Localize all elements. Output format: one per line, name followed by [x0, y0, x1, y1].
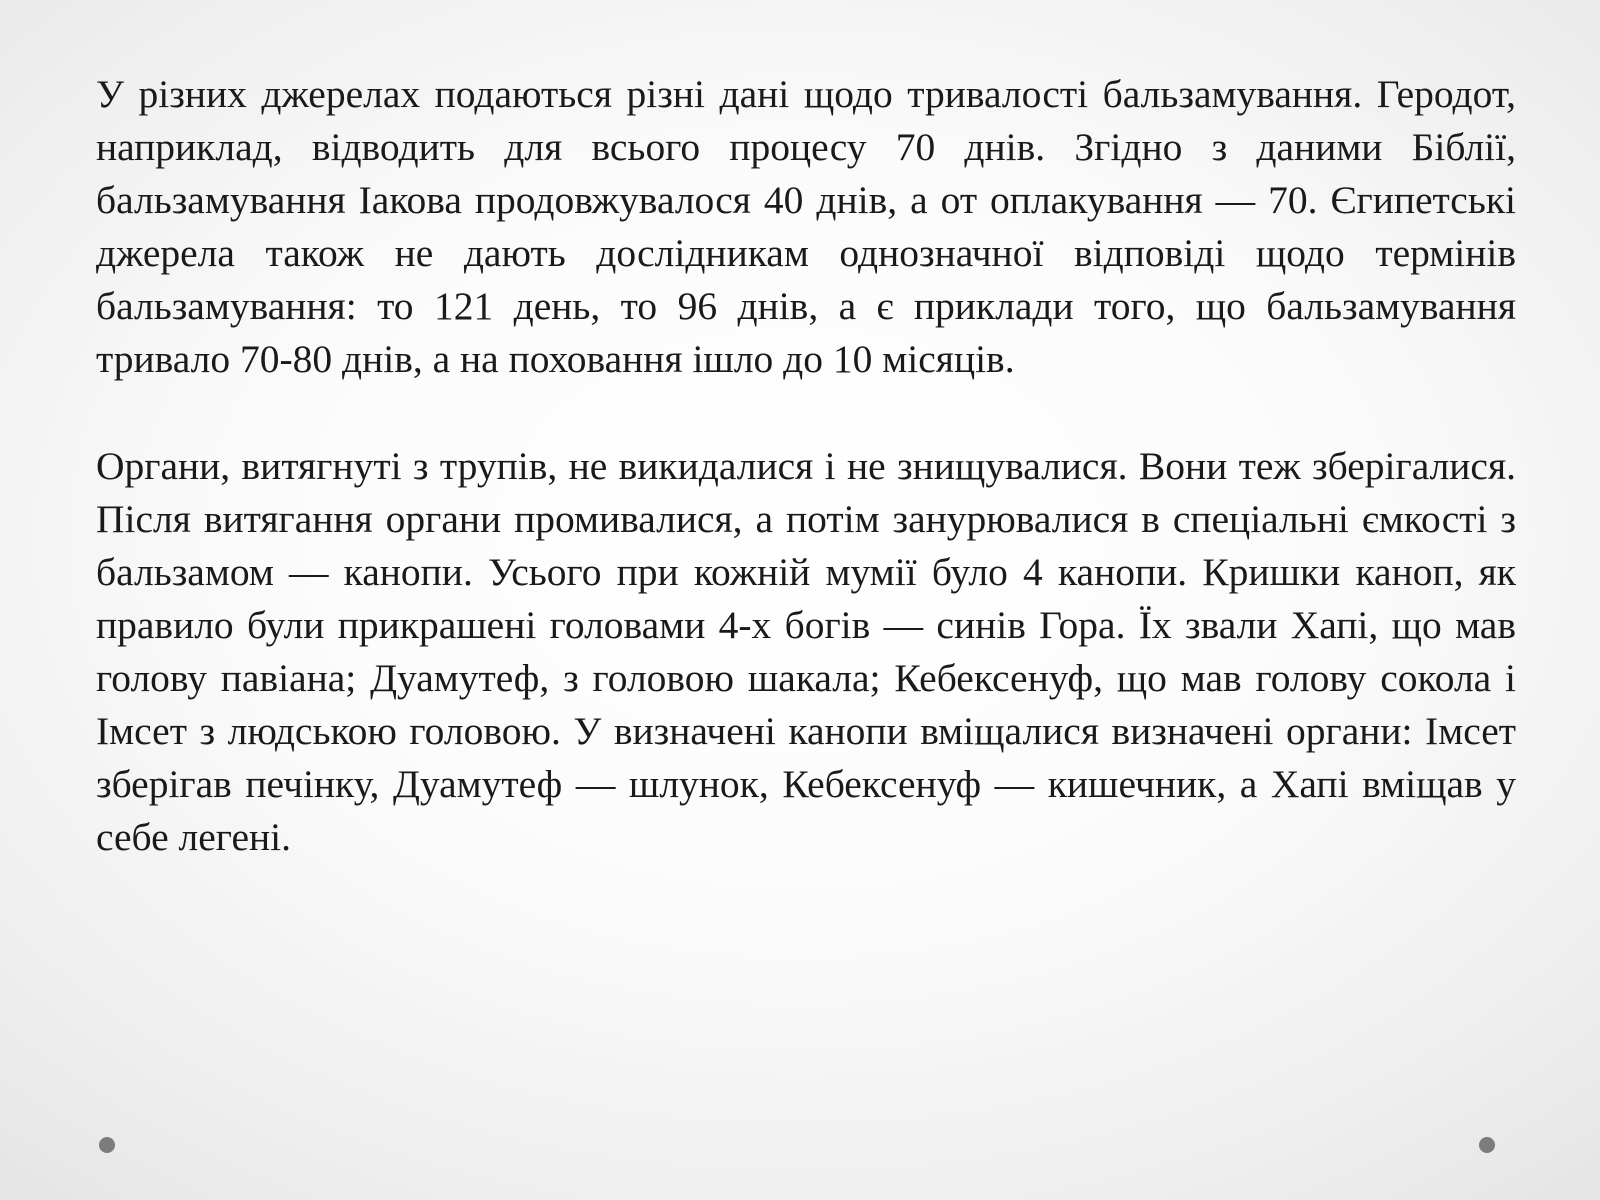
paragraph-embalming-duration: У різних джерелах подаються різні дані щодо тривалості бальзамування. Геродот, наприклад, відводить для всього процесу 70 днів. Згідно з даними Біблії, бальзамування Іакова продовжувалося 40 днів, а от оплакування — 70. Єгипетські джерела також не дають дослідникам однозначної відповіді щодо термінів бальзамування: то 121 день, то 96 днів, а є приклади того, що бальзамування тривало 70-80 днів, а на поховання ішло до 10 місяців. [96, 72, 1516, 382]
paragraph-canopic-jars: Органи, витягнуті з трупів, не викидалися і не знищувалися. Вони теж зберігалися. Після витягання органи промивалися, а потім занурювалися в спеціальні ємкості з бальзамом — канопи. Усього при кожній мумії було 4 канопи. Кришки каноп, як правило були прикрашені головами 4-х богів — синів Гора. Їх звали Хапі, що мав голову павіана; Дуамутеф, з головою шакала; Кебексенуф, що мав голову сокола і Імсет з людською головою. У визначені канопи вміщалися визначені органи: Імсет зберігав печінку, Дуамутеф — шлунок, Кебексенуф — кишечник, а Хапі вміщав у себе легені. [96, 443, 1516, 860]
bullet-dot-icon-left [99, 1137, 115, 1153]
bullet-dot-icon-right [1479, 1137, 1495, 1153]
slide-body [96, 68, 1516, 864]
